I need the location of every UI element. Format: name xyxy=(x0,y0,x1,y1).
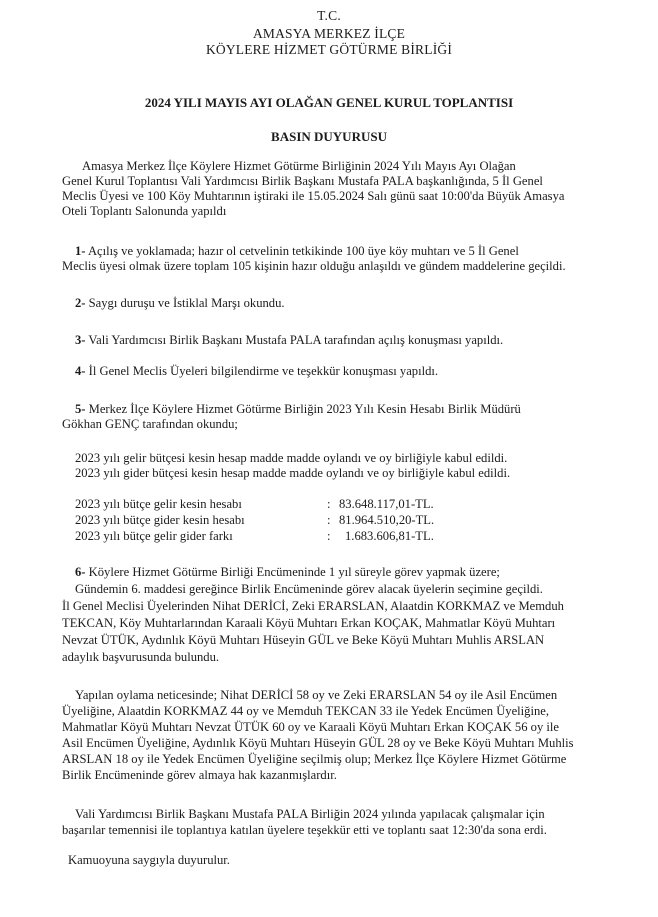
item-6-line-4: TEKCAN, Köy Muhtarlarından Karaali Köyü Muhtarı Erkan KOÇAK, Mahmatlar Köyü Muhtarı xyxy=(62,616,556,630)
header-tc: T.C. xyxy=(317,8,341,23)
intro-line-3: Meclis Üyesi ve 100 Köy Muhtarının iştiraki ile 15.05.2024 Salı günü saat 10:00'da Büyük Amasya xyxy=(62,189,565,203)
item-5-text: Merkez İlçe Köylere Hizmet Götürme Birliğin 2023 Yılı Kesin Hesabı Birlik Müdürü xyxy=(85,402,521,416)
intro-line-1: Amasya Merkez İlçe Köylere Hizmet Götürme Birliğinin 2024 Yılı Mayıs Ayı Olağan xyxy=(82,159,516,173)
header-district: AMASYA MERKEZ İLÇE xyxy=(252,26,406,41)
signoff: Kamuoyuna saygıyla duyurulur. xyxy=(68,853,230,867)
closing-line-1: Vali Yardımcısı Birlik Başkanı Mustafa PALA Birliğin 2024 yılında yapılacak çalışmalar için xyxy=(75,807,545,821)
budget-label: 2023 yılı bütçe gelir gider farkı xyxy=(75,529,233,543)
agenda-item-6 xyxy=(75,565,500,580)
budget-row-income xyxy=(75,497,545,512)
budget-separator: : xyxy=(327,497,331,511)
budget-label: 2023 yılı bütçe gelir kesin hesabı xyxy=(75,497,242,511)
item-2-text: Saygı duruşu ve İstiklal Marşı okundu. xyxy=(85,296,285,310)
header-union: KÖYLERE HİZMET GÖTÜRME BİRLİĞİ xyxy=(205,42,453,57)
item-5-line-2: Gökhan GENÇ tarafından okundu; xyxy=(62,417,238,431)
result-line-3: Mahmatlar Köyü Muhtarı Nevzat ÜTÜK 60 oy ve Karaali Köyü Muhtarı Erkan KOÇAK 56 oy ile xyxy=(62,720,559,734)
document-title: 2024 YILI MAYIS AYI OLAĞAN GENEL KURUL TOPLANTISI xyxy=(144,95,514,110)
item-6-line-3: İl Genel Meclisi Üyelerinden Nihat DERİCİ, Zeki ERARSLAN, Alaatdin KORKMAZ ve Memduh xyxy=(62,599,564,613)
item-4-text: İl Genel Meclis Üyeleri bilgilendirme ve teşekkür konuşması yapıldı. xyxy=(85,364,439,378)
item-6-line-2: Gündemin 6. maddesi gereğince Birlik Encümeninde görev alacak üyelerin seçimine geçildi. xyxy=(75,582,543,596)
intro-line-2: Genel Kurul Toplantısı Vali Yardımcısı Birlik Başkanı Mustafa PALA başkanlığında, 5 İl Genel xyxy=(62,174,543,188)
income-vote-line: 2023 yılı gelir bütçesi kesin hesap madde madde oylandı ve oy birliğiyle kabul edildi. xyxy=(75,451,508,465)
item-6-line-5: Nevzat ÜTÜK, Aydınlık Köyü Muhtarı Hüseyin GÜL ve Beke Köyü Muhtarı Muhlis ARSLAN xyxy=(62,633,545,647)
budget-row-difference xyxy=(75,529,545,544)
budget-separator: : xyxy=(327,513,331,527)
item-3-number: 3- xyxy=(75,333,86,347)
item-6-number: 6- xyxy=(75,565,86,579)
item-1-number: 1- xyxy=(75,244,86,258)
item-6-text: Köylere Hizmet Götürme Birliği Encümeninde 1 yıl süreyle görev yapmak üzere; xyxy=(85,565,500,579)
item-4-number: 4- xyxy=(75,364,86,378)
agenda-item-2 xyxy=(75,296,285,311)
item-3-text: Vali Yardımcısı Birlik Başkanı Mustafa PALA tarafından açılış konuşması yapıldı. xyxy=(85,333,504,347)
result-line-1: Yapılan oylama neticesinde; Nihat DERİCİ 58 oy ve Zeki ERARSLAN 54 oy ile Asil Encümen xyxy=(75,688,558,702)
agenda-item-3 xyxy=(75,333,503,348)
item-2-number: 2- xyxy=(75,296,86,310)
item-1-text: Açılış ve yoklamada; hazır ol cetvelinin tetkikinde 100 üye köy muhtarı ve 5 İl Genel xyxy=(85,244,519,258)
agenda-item-4 xyxy=(75,364,438,379)
budget-value: 83.648.117,01-TL. xyxy=(339,497,434,511)
result-line-6: Birlik Encümeninde görev almaya hak kazanmışlardır. xyxy=(62,768,337,782)
result-line-4: Asil Encümen Üyeliğine, Aydınlık Köyü Muhtarı Hüseyin GÜL 28 oy ve Beke Köyü Muhtarı Muhlis xyxy=(62,736,574,750)
document-subtitle: BASIN DUYURUSU xyxy=(271,129,387,144)
item-6-line-6: adaylık başvurusunda bulundu. xyxy=(62,650,220,664)
budget-value: 81.964.510,20-TL. xyxy=(339,513,435,527)
expense-vote-line: 2023 yılı gider bütçesi kesin hesap madde madde oylandı ve oy birliğiyle kabul edildi. xyxy=(75,466,511,480)
result-line-2: Üyeliğine, Alaatdin KORKMAZ 44 oy ve Memduh TEKCAN 33 ile Yedek Encümen Üyeliğine, xyxy=(62,704,550,718)
budget-label: 2023 yılı bütçe gider kesin hesabı xyxy=(75,513,245,527)
budget-row-expense xyxy=(75,513,545,528)
agenda-item-1 xyxy=(75,244,519,259)
agenda-item-5 xyxy=(75,402,521,417)
item-1-line-2: Meclis üyesi olmak üzere toplam 105 kişinin hazır olduğu anlaşıldı ve gündem maddelerine geçildi. xyxy=(62,259,566,273)
result-line-5: ARSLAN 18 oy ile Yedek Encümen Üyeliğine seçilmiş olup; Merkez İlçe Köylere Hizmet Götürme xyxy=(62,752,567,766)
budget-value: 1.683.606,81-TL. xyxy=(345,529,434,543)
budget-separator: : xyxy=(327,529,331,543)
intro-line-4: Oteli Toplantı Salonunda yapıldı xyxy=(62,204,227,218)
closing-line-2: başarılar temennisi ile toplantıya katılan üyelere teşekkür etti ve toplantı saat 12:30'da sona erdi. xyxy=(62,823,547,837)
item-5-number: 5- xyxy=(75,402,86,416)
